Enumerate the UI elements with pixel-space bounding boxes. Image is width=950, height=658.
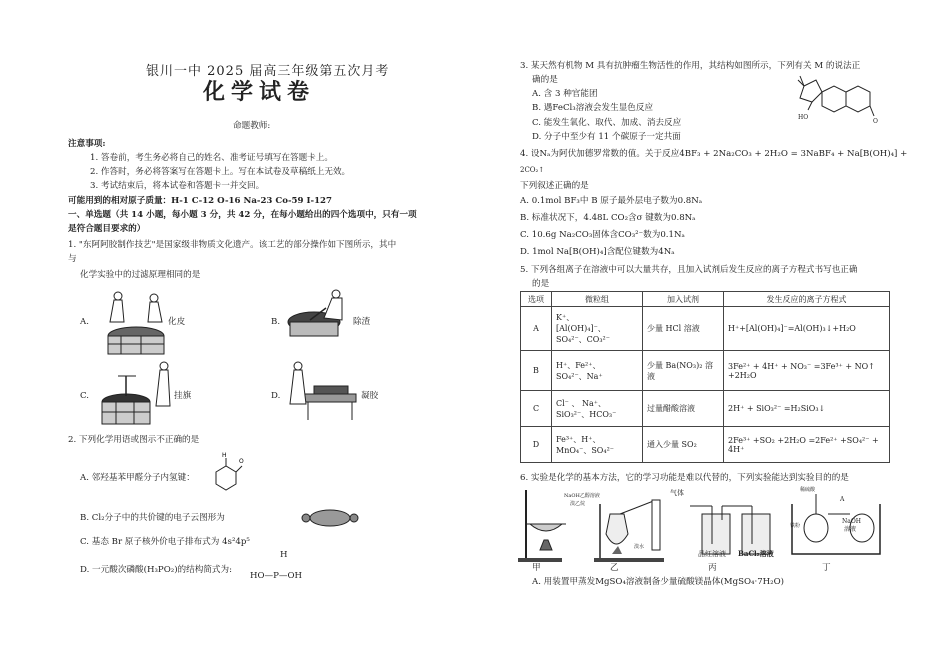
q4-option-letter: A. <box>520 196 529 206</box>
q5-table-header <box>521 292 890 307</box>
q4-option-text2: 数为 <box>643 230 661 240</box>
q3-option-b[interactable] <box>532 102 653 114</box>
q4-option-formula: 1mol Na[B(OH)₄] <box>532 247 607 257</box>
q4-option-c[interactable] <box>520 229 685 241</box>
q5-header-cell: 选项 <box>521 292 552 307</box>
q5-cell-ions <box>552 427 643 463</box>
q5-header-cell: 发生反应的离子方程式 <box>724 292 890 307</box>
q5-ion-line: SO₄²⁻、CO₃²⁻ <box>556 335 610 344</box>
q5-cell-option: C <box>521 391 552 427</box>
q1-illustration-c <box>96 356 180 430</box>
q4-option-letter: D. <box>520 247 530 257</box>
q5-cell-option: A <box>521 307 552 351</box>
q6-label-bromoethane: 溴乙烷 <box>570 501 586 507</box>
q4-ask: 下列叙述正确的是 <box>520 181 589 191</box>
q2-option-b[interactable]: B. Cl₂分子中的共价键的电子云图形为 <box>80 513 225 523</box>
q5-cell-reagent: 过量醋酸溶液 <box>643 391 724 427</box>
notice-item: 1. 答卷前，考生务必将自己的姓名、准考证号填写在答题卡上。 <box>90 153 333 163</box>
q5-stem: 5. 下列各组离子在溶液中可以大量共存，且加入试剂后发生反应的离子方程式书写也正确 <box>520 265 858 275</box>
q4-option-value: 0.8Nₐ <box>677 196 703 206</box>
q1-illustration-b <box>284 290 356 350</box>
q3-stem-cont: 确的是 <box>532 75 558 85</box>
q3-option-b-tail: 溶液会发生显色反应 <box>575 103 654 113</box>
q6-label-bing: 丙 <box>708 563 717 573</box>
q2-option-d-post: )的结构简式为: <box>174 565 232 575</box>
q5-cell-equation: 2H⁺ + SiO₃²⁻ =H₂SiO₃↓ <box>724 391 890 427</box>
q1-stem-cont: 与 <box>68 254 77 264</box>
q2-option-d-formula: H₃PO₂ <box>146 565 175 575</box>
q3-struct-o: O <box>873 118 878 125</box>
q4-stem <box>520 148 907 160</box>
q6-label-a: A <box>840 496 845 503</box>
q5-ion-line: Cl⁻ 、 Na⁺、 <box>556 398 606 408</box>
q5-ion-line: SO₄²⁻、Na⁺ <box>556 371 603 381</box>
table-row <box>521 307 890 351</box>
notice-item: 3. 考试结束后，将本试卷和答题卡一并交回。 <box>90 181 265 191</box>
q3-option-b-formula: FeCl₃ <box>552 103 576 113</box>
q6-option-a-formula: MgSO₄ <box>595 577 626 587</box>
q6-label-dilute-acid: 稀硫酸 <box>800 487 816 493</box>
q6-label-pinhong: 品红溶液 <box>698 550 726 558</box>
q4-option-a[interactable] <box>520 195 702 207</box>
q5-ion-line: SiO₃²⁻、HCO₃⁻ <box>556 409 617 419</box>
q5-ion-line: Fe³⁺、H⁺、 <box>556 434 601 444</box>
q2-option-a[interactable]: A. 邻羟基苯甲醛分子内氢键： <box>80 473 195 483</box>
q5-cell-ions <box>552 391 643 427</box>
q5-header-cell: 加入试剂 <box>643 292 724 307</box>
table-row <box>521 427 890 463</box>
q4-option-text: 含配位键数为 <box>606 247 659 257</box>
svg-text:H: H <box>222 452 227 459</box>
q5-cell-option: D <box>521 427 552 463</box>
q1-option-letter[interactable]: D. <box>271 391 281 401</box>
q1-option-letter[interactable]: B. <box>271 317 281 327</box>
q2-option-a-structure <box>206 452 248 496</box>
q6-option-a[interactable] <box>532 576 784 588</box>
q3-stem: 3. 某天然有机物 M 具有抗肿瘤生物活性的作用，其结构如图所示，下列有关 M 的说法正 <box>520 61 861 71</box>
q5-cell-ions <box>552 307 643 351</box>
notice-item: 2. 作答时，务必将答案写在答题卡上。写在本试卷及草稿纸上无效。 <box>90 167 351 177</box>
q4-option-value: 0.1Nₐ <box>660 230 685 240</box>
table-row <box>521 351 890 391</box>
q4-option-value: 0.8Nₐ <box>671 213 696 223</box>
q5-cell-reagent: 少量 Ba(NO₃)₂ 溶液 <box>643 351 724 391</box>
q1-option-label: 挂旗 <box>174 391 192 401</box>
q3-struct-ho: HO <box>798 114 809 121</box>
q4-option-pre: 标准状况下， <box>531 213 584 223</box>
right-column <box>510 0 908 658</box>
notice-heading: 注意事项: <box>68 139 106 149</box>
q4-stem-mid: 为阿伏加德罗常数的值。关于反应 <box>550 149 680 159</box>
q6-option-a-post: 溶液制备少量硫酸镁晶体(MgSO₄·7H₂O) <box>625 577 785 587</box>
q6-label-iron-powder: 铁粉 <box>790 523 801 529</box>
q5-ion-line: MnO₄⁻、SO₄²⁻ <box>556 445 615 455</box>
q4-option-letter: C. <box>520 230 530 240</box>
q2-struct-p: HO—P—OH <box>250 571 303 581</box>
q1-option-label: 除渣 <box>353 317 371 327</box>
q6-label-gas: 气体 <box>670 489 684 497</box>
q4-option-formula: 0.1mol BF₃ <box>531 196 580 206</box>
q3-option-b-text: B. 遇 <box>532 103 553 113</box>
q4-reaction-cont: 2CO₂↑ <box>520 166 545 174</box>
section1-heading-cont: 是符合题目要求的） <box>68 224 146 234</box>
q6-label-naoh: NaOH <box>842 518 861 525</box>
q5-ion-line: [Al(OH)₄]⁻、 <box>556 324 606 333</box>
q2-struct-h: H <box>280 550 288 560</box>
q1-illustration-a <box>96 288 176 358</box>
q4-option-ion: CO₃²⁻ <box>618 230 644 240</box>
q5-stem-cont: 的是 <box>532 279 550 289</box>
q4-option-formula: 4.48L CO₂ <box>583 213 629 223</box>
q1-option-label: 化皮 <box>168 317 186 327</box>
q5-cell-option: B <box>521 351 552 391</box>
q6-label-bromine-water: 溴水 <box>634 544 645 550</box>
q6-label-ding: 丁 <box>822 563 831 573</box>
q2-electron-cloud <box>300 508 360 528</box>
atomic-masses: 可能用到的相对原子质量：H-1 C-12 O-16 Na-23 Co-59 I-127 <box>68 196 333 206</box>
q5-cell-equation: 2Fe³⁺ +SO₂ +2H₂O =2Fe²⁺ +SO₄²⁻ + 4H⁺ <box>724 427 890 463</box>
author-line: 命题教师: <box>233 121 271 131</box>
q2-option-d[interactable] <box>80 564 232 576</box>
q4-option-letter: B. <box>520 213 530 223</box>
q2-stem: 2. 下列化学用语或图示不正确的是 <box>68 435 200 445</box>
q1-stem-cont2: 化学实验中的过滤原理相同的是 <box>80 270 201 280</box>
school-title: 银川一中 2025 届高三年级第五次月考 <box>146 64 390 79</box>
q5-ion-line: K⁺、 <box>556 313 575 322</box>
q6-stem: 6. 实验是化学的基本方法，它的学习功能是难以代替的，下列实验能达到实验目的的是 <box>520 473 849 483</box>
q6-label-naoh-ethanol: NaOH乙醇溶液 <box>564 493 600 499</box>
q5-cell-equation: 3Fe²⁺ + 4H⁺ + NO₃⁻ =3Fe³⁺ + NO↑ +2H₂O <box>724 351 890 391</box>
table-row <box>521 391 890 427</box>
q4-option-value: 4Nₐ <box>658 247 675 257</box>
q4-stem-pre: 4. 设 <box>520 149 540 159</box>
q5-cell-ions <box>552 351 643 391</box>
subject-title: 化学试卷 <box>203 79 316 105</box>
q1-option-letter[interactable]: A. <box>80 317 89 327</box>
q3-option-a[interactable]: A. 含 3 种官能团 <box>532 89 598 99</box>
q5-cell-reagent: 少量 HCl 溶液 <box>643 307 724 351</box>
q1-option-letter[interactable]: C. <box>80 391 90 401</box>
q6-label-jia: 甲 <box>532 563 541 573</box>
q6-label-yi: 乙 <box>610 563 619 573</box>
q3-option-d[interactable]: D. 分子中至少有 11 个碳原子一定共面 <box>532 132 681 142</box>
left-column <box>68 0 466 658</box>
q4-option-formula: 10.6g Na₂CO₃ <box>531 230 593 240</box>
svg-text:O: O <box>239 458 244 465</box>
q4-option-text: 含σ 键数为 <box>628 213 671 223</box>
q1-stem: 1. "东阿阿胶制作技艺"是国家级非物质文化遗产。该工艺的部分操作如下图所示，其中 <box>68 240 397 250</box>
q4-stem-na: Nₐ <box>539 149 551 159</box>
q4-option-text: 中 B 原子最外层电子数为 <box>579 196 678 206</box>
q5-table <box>520 291 890 463</box>
q6-label-solution: 溶液 <box>844 526 857 533</box>
q5-ion-line: H⁺、Fe²⁺、 <box>556 360 601 370</box>
q2-option-c[interactable]: C. 基态 Br 原子核外价电子排布式为 4s²4p⁵ <box>80 537 250 547</box>
q4-option-d[interactable] <box>520 246 675 258</box>
q1-illustration-d <box>284 360 364 426</box>
q4-option-text: 固体含 <box>592 230 619 240</box>
q5-cell-reagent: 通入少量 SO₂ <box>643 427 724 463</box>
q4-option-b[interactable] <box>520 212 696 224</box>
q5-header-cell: 微粒组 <box>552 292 643 307</box>
q5-cell-equation: H⁺+[Al(OH)₄]⁻=Al(OH)₃↓+H₂O <box>724 307 890 351</box>
q4-reaction: 4BF₃ + 2Na₂CO₃ + 2H₂O = 3NaBF₄ + Na[B(OH)₄] + <box>679 149 908 159</box>
q2-option-d-pre: D. 一元酸次磷酸( <box>80 565 147 575</box>
q6-label-bacl2: BaCl₂溶液 <box>738 549 774 558</box>
q3-option-c[interactable]: C. 能发生氧化、取代、加成、消去反应 <box>532 118 682 128</box>
section1-heading: 一、单选题（共 14 小题，每小题 3 分，共 42 分，在每小题给出的四个选项中，只有一项 <box>68 210 417 220</box>
q1-option-label: 凝胶 <box>361 391 379 401</box>
q6-option-a-pre: A. 用装置甲蒸发 <box>532 577 596 587</box>
